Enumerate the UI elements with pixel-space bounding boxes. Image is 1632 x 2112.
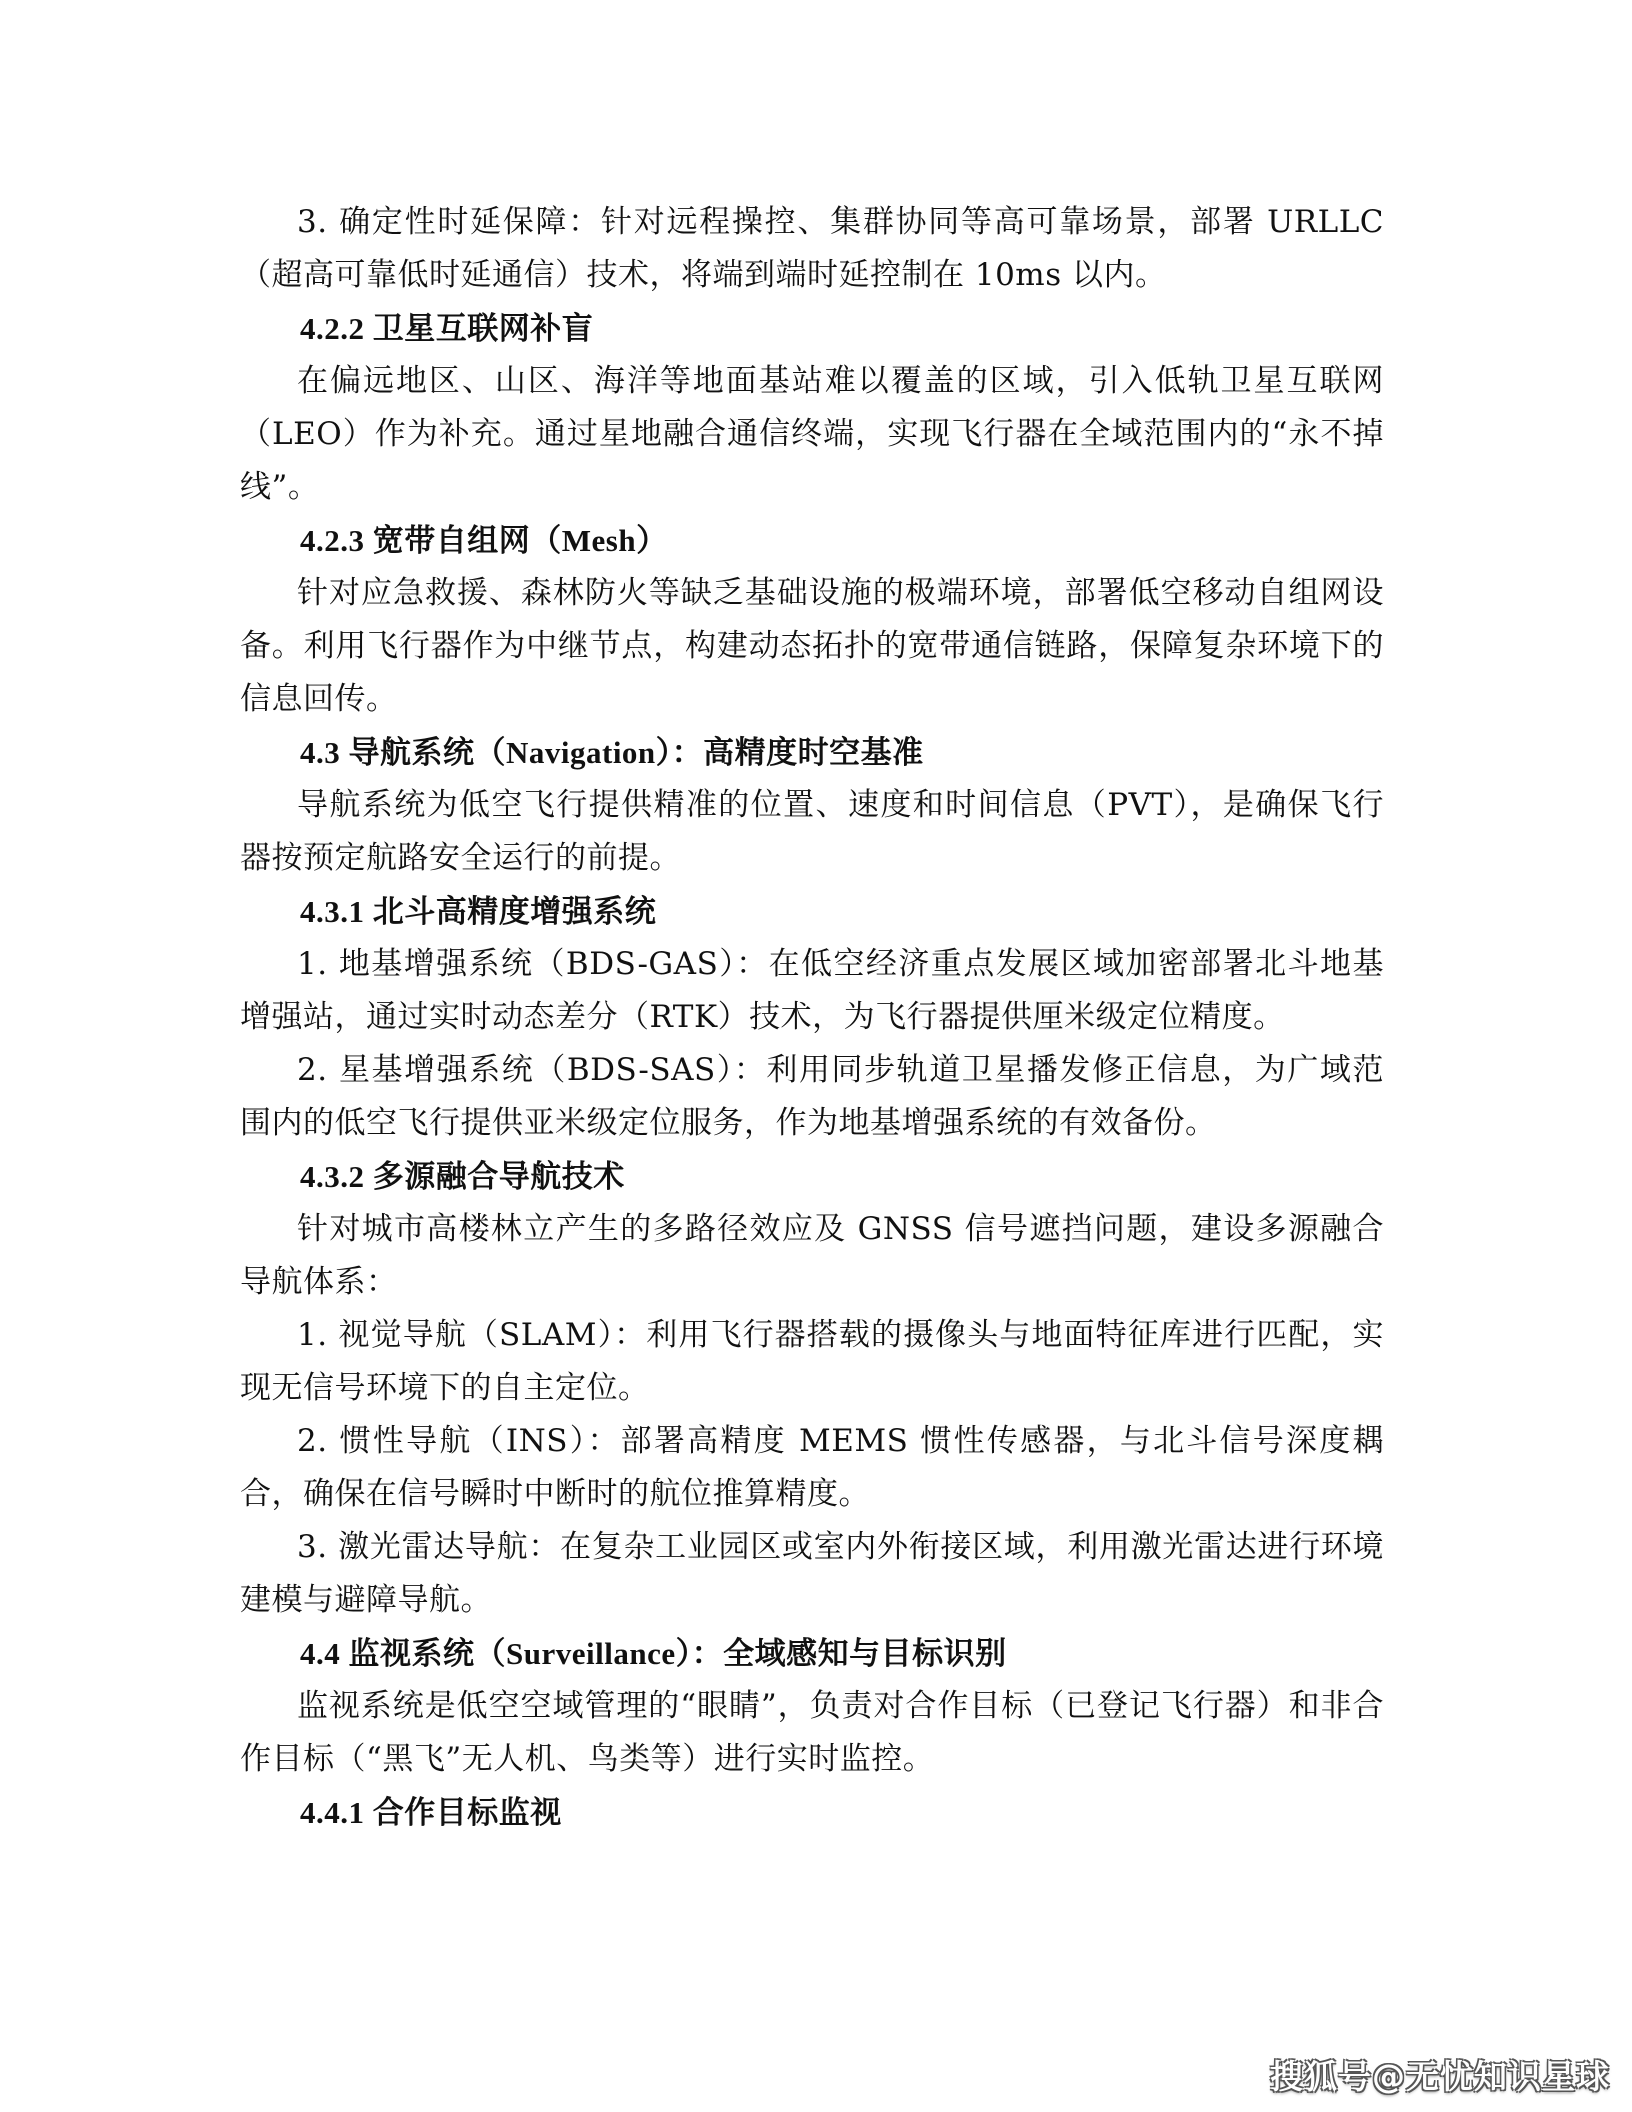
para-multisource-intro: 针对城市高楼林立产生的多路径效应及 GNSS 信号遮挡问题，建设多源融合导航体系： — [240, 1211, 1384, 1300]
para-satellite-internet: 在偏远地区、山区、海洋等地面基站难以覆盖的区域，引入低轨卫星互联网（LEO）作为补充。通过星地融合通信终端，实现飞行器在全域范围内的“永不掉线”。 — [240, 363, 1384, 505]
heading-4-4-1: 4.4.1 合作目标监视 — [300, 1795, 562, 1830]
heading-4-2-3: 4.2.3 宽带自组网（Mesh） — [300, 523, 668, 558]
para-lidar: 3. 激光雷达导航：在复杂工业园区或室内外衔接区域，利用激光雷达进行环境建模与避障导航。 — [240, 1529, 1384, 1618]
watermark: 搜狐号@无忧知识星球 — [1270, 2057, 1610, 2096]
heading-4-3-1: 4.3.1 北斗高精度增强系统 — [300, 894, 657, 929]
para-slam: 1. 视觉导航（SLAM）：利用飞行器搭载的摄像头与地面特征库进行匹配，实现无信号环境下的自主定位。 — [240, 1317, 1384, 1406]
para-bds-gas: 1. 地基增强系统（BDS-GAS）：在低空经济重点发展区域加密部署北斗地基增强站，通过实时动态差分（RTK）技术，为飞行器提供厘米级定位精度。 — [240, 946, 1384, 1035]
document-body — [240, 196, 1384, 1839]
heading-4-4: 4.4 监视系统（Surveillance）：全域感知与目标识别 — [300, 1636, 1007, 1671]
para-latency-guarantee: 3. 确定性时延保障：针对远程操控、集群协同等高可靠场景，部署 URLLC（超高可靠低时延通信）技术，将端到端时延控制在 10ms 以内。 — [240, 204, 1384, 293]
para-navigation-intro: 导航系统为低空飞行提供精准的位置、速度和时间信息（PVT），是确保飞行器按预定航路安全运行的前提。 — [240, 787, 1384, 876]
heading-4-3-2: 4.3.2 多源融合导航技术 — [300, 1159, 625, 1194]
para-mesh-network: 针对应急救援、森林防火等缺乏基础设施的极端环境，部署低空移动自组网设备。利用飞行器作为中继节点，构建动态拓扑的宽带通信链路，保障复杂环境下的信息回传。 — [240, 575, 1384, 717]
heading-4-3: 4.3 导航系统（Navigation）：高精度时空基准 — [300, 735, 924, 770]
para-ins: 2. 惯性导航（INS）：部署高精度 MEMS 惯性传感器，与北斗信号深度耦合，确保在信号瞬时中断时的航位推算精度。 — [240, 1423, 1384, 1512]
heading-4-2-2: 4.2.2 卫星互联网补盲 — [300, 311, 594, 346]
para-surveillance-intro: 监视系统是低空空域管理的“眼睛”，负责对合作目标（已登记飞行器）和非合作目标（“黑飞”无人机、鸟类等）进行实时监控。 — [240, 1688, 1384, 1777]
para-bds-sas: 2. 星基增强系统（BDS-SAS）：利用同步轨道卫星播发修正信息，为广域范围内的低空飞行提供亚米级定位服务，作为地基增强系统的有效备份。 — [240, 1052, 1384, 1141]
